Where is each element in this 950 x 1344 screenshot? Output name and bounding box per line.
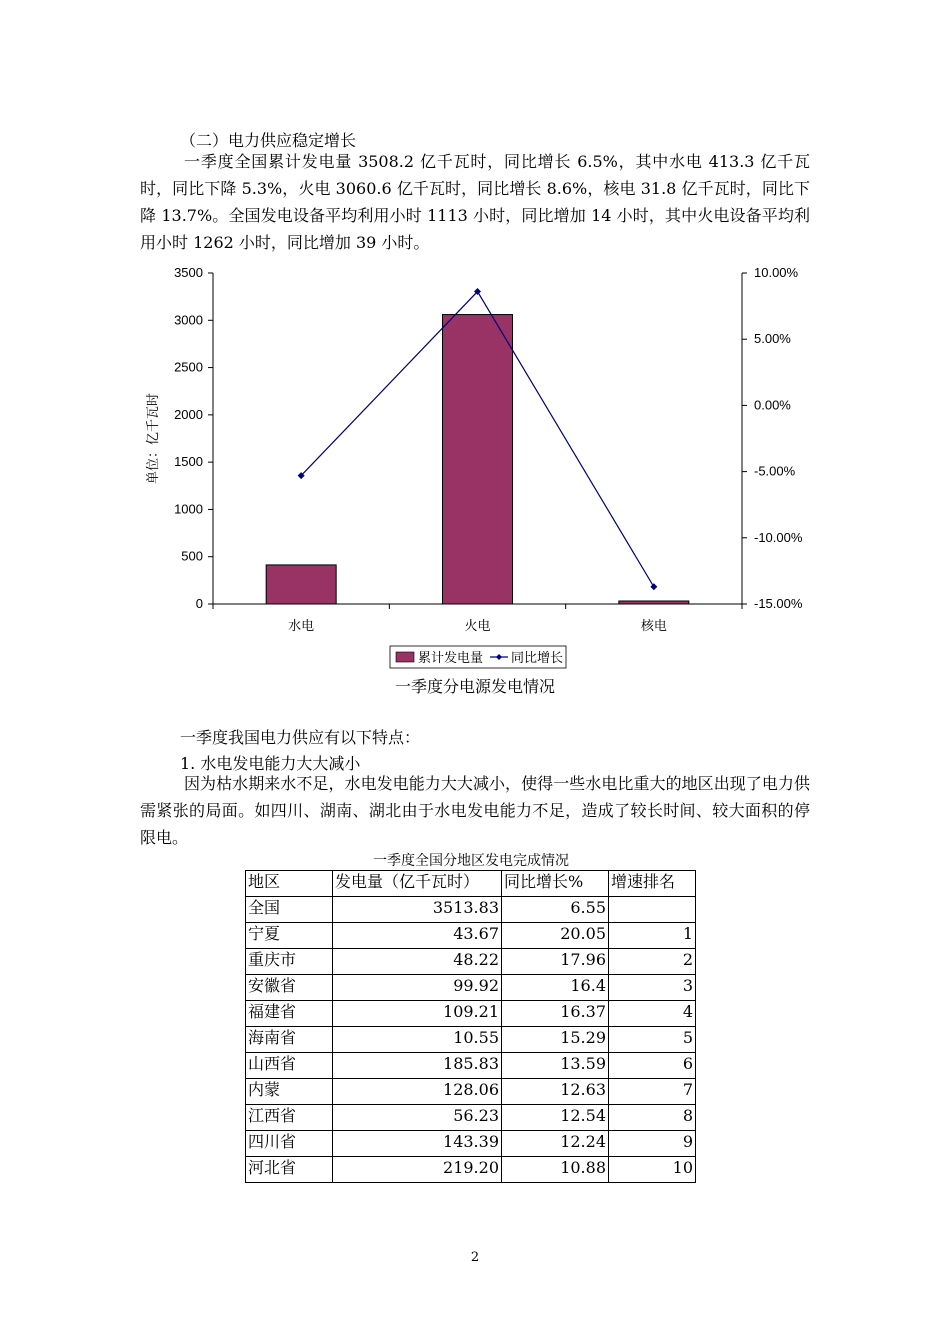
cell-region: 全国	[246, 897, 333, 923]
cell-region: 内蒙	[246, 1079, 333, 1105]
cell-region: 四川省	[246, 1131, 333, 1157]
legend-line-label: 同比增长	[511, 650, 564, 665]
cell-rank: 7	[609, 1079, 696, 1105]
cell-rank	[609, 897, 696, 923]
right-tick-label: 5.00%	[754, 331, 791, 347]
y-axis-title: 单位：亿千瓦时	[145, 392, 160, 485]
cell-growth: 16.37	[502, 1001, 609, 1027]
chart-bars	[266, 315, 689, 604]
cell-generation: 56.23	[333, 1105, 502, 1131]
cell-generation: 99.92	[333, 975, 502, 1001]
table-row	[246, 897, 696, 923]
left-tick-label: 1000	[174, 501, 203, 517]
cell-rank: 1	[609, 923, 696, 949]
cell-rank: 3	[609, 975, 696, 1001]
bar-火电	[443, 315, 513, 604]
cell-rank: 2	[609, 949, 696, 975]
table-row	[246, 1053, 696, 1079]
cell-region: 河北省	[246, 1157, 333, 1183]
cell-growth: 12.24	[502, 1131, 609, 1157]
left-tick-label: 2000	[174, 406, 203, 422]
cell-region: 宁夏	[246, 923, 333, 949]
table-header-row	[246, 871, 696, 897]
left-tick-label: 1500	[174, 454, 203, 470]
cell-growth: 15.29	[502, 1027, 609, 1053]
left-tick-label: 0	[195, 596, 203, 611]
table-row	[246, 1079, 696, 1105]
right-tick-label: -15.00%	[754, 596, 803, 611]
table-row	[246, 949, 696, 975]
cell-rank: 6	[609, 1053, 696, 1079]
left-tick-label: 500	[181, 548, 203, 564]
item1-title: 1. 水电发电能力大大减小	[180, 754, 361, 773]
table-row	[246, 1157, 696, 1183]
generation-chart	[140, 258, 820, 678]
chart-caption: 一季度分电源发电情况	[394, 677, 555, 696]
cell-rank: 4	[609, 1001, 696, 1027]
cell-growth: 13.59	[502, 1053, 609, 1079]
table-row	[246, 975, 696, 1001]
cell-growth: 6.55	[502, 897, 609, 923]
cell-region: 安徽省	[246, 975, 333, 1001]
left-tick-label: 3000	[174, 312, 203, 328]
chart-legend	[390, 646, 566, 668]
table-row	[246, 1027, 696, 1053]
cell-growth: 12.54	[502, 1105, 609, 1131]
cell-rank: 10	[609, 1157, 696, 1183]
cell-generation: 219.20	[333, 1157, 502, 1183]
header-rank: 增速排名	[609, 871, 696, 897]
cell-generation: 3513.83	[333, 897, 502, 923]
table-row	[246, 1001, 696, 1027]
category-label: 水电	[288, 618, 315, 633]
cell-region: 山西省	[246, 1053, 333, 1079]
item1-paragraph: 因为枯水期来水不足，水电发电能力大大减小，使得一些水电比重大的地区出现了电力供需紧张的局面。如四川、湖南、湖北由于水电发电能力不足，造成了较长时间、较大面积的停限电。	[140, 774, 810, 847]
cell-region: 福建省	[246, 1001, 333, 1027]
table-row	[246, 923, 696, 949]
table-title: 一季度全国分地区发电完成情况	[373, 853, 569, 869]
header-growth: 同比增长%	[502, 871, 609, 897]
header-region: 地区	[246, 871, 333, 897]
cell-region: 重庆市	[246, 949, 333, 975]
cell-generation: 48.22	[333, 949, 502, 975]
bar-水电	[266, 565, 336, 604]
header-generation: 发电量（亿千瓦时）	[333, 871, 502, 897]
bar-核电	[619, 601, 689, 604]
category-label: 火电	[464, 618, 491, 633]
cell-growth: 17.96	[502, 949, 609, 975]
legend-bar-swatch	[396, 652, 414, 662]
cell-generation: 10.55	[333, 1027, 502, 1053]
cell-rank: 9	[609, 1131, 696, 1157]
table-row	[246, 1131, 696, 1157]
cell-generation: 128.06	[333, 1079, 502, 1105]
cell-generation: 185.83	[333, 1053, 502, 1079]
right-tick-label: 0.00%	[754, 397, 791, 413]
cell-region: 江西省	[246, 1105, 333, 1131]
left-tick-label: 2500	[174, 359, 203, 375]
cell-growth: 16.4	[502, 975, 609, 1001]
growth-point-核电	[650, 583, 657, 590]
category-label: 核电	[640, 618, 667, 633]
features-intro: 一季度我国电力供应有以下特点：	[180, 728, 421, 747]
cell-growth: 20.05	[502, 923, 609, 949]
section-heading: （二）电力供应稳定增长	[180, 131, 357, 150]
right-tick-label: 10.00%	[754, 265, 799, 280]
cell-generation: 109.21	[333, 1001, 502, 1027]
intro-paragraph: 一季度全国累计发电量 3508.2 亿千瓦时，同比增长 6.5%，其中水电 413.3 亿千瓦时，同比下降 5.3%，火电 3060.6 亿千瓦时，同比增长 8.6%，核电 31.8 亿千瓦时，同比下降 13.7%。全国发电设备平均利用小时 1113 小时，同比增加 14 小时，其中火电设备平均利用小时 1262 小时，同比增加 39 小时。	[140, 152, 810, 252]
legend-bar-label: 累计发电量	[418, 650, 484, 665]
table-row	[246, 1105, 696, 1131]
cell-generation: 143.39	[333, 1131, 502, 1157]
cell-growth: 10.88	[502, 1157, 609, 1183]
cell-region: 海南省	[246, 1027, 333, 1053]
left-tick-label: 3500	[174, 265, 203, 280]
right-tick-label: -10.00%	[754, 529, 803, 545]
region-table	[245, 870, 696, 1183]
cell-rank: 5	[609, 1027, 696, 1053]
cell-rank: 8	[609, 1105, 696, 1131]
page-number: 2	[470, 1250, 480, 1265]
cell-generation: 43.67	[333, 923, 502, 949]
cell-growth: 12.63	[502, 1079, 609, 1105]
right-tick-label: -5.00%	[754, 463, 796, 479]
